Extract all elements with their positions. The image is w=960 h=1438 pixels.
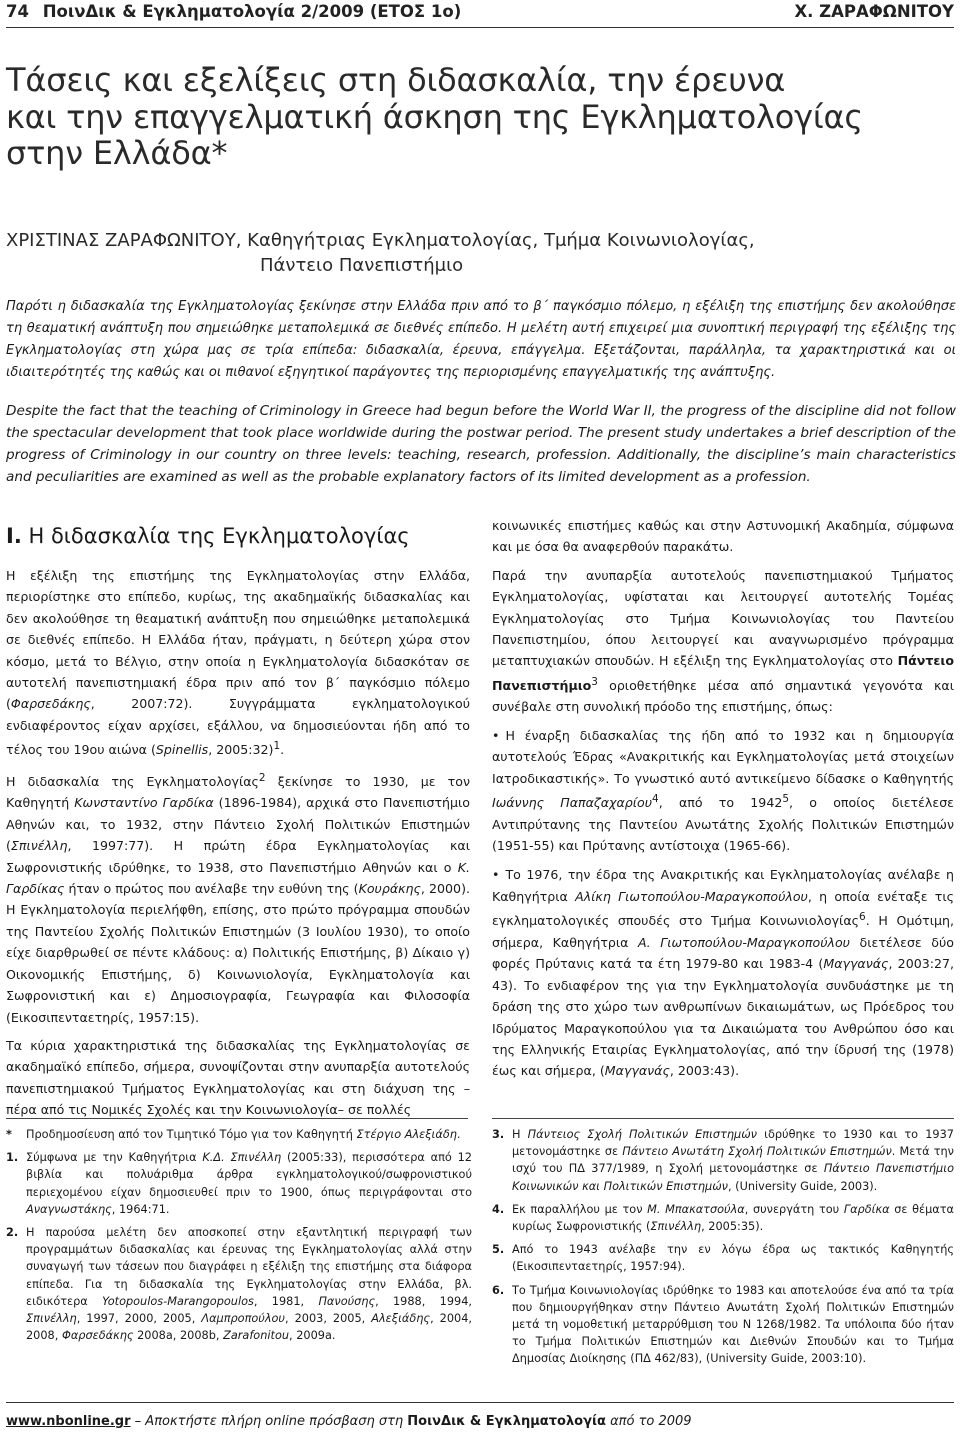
title-line: και την επαγγελματική άσκηση της Εγκληματολογίας bbox=[6, 97, 864, 136]
body-paragraph bbox=[492, 565, 954, 718]
footer-text: από το 2009 bbox=[605, 1414, 692, 1429]
text-run: Εκ παραλλήλου με τον bbox=[512, 1202, 648, 1216]
title-line: στην Ελλάδα* bbox=[6, 134, 228, 172]
footnote-ref: 5 bbox=[782, 793, 790, 806]
header-rule bbox=[6, 27, 954, 28]
person-name: Ιωάννης Παπαζαχαρίου bbox=[492, 795, 653, 811]
body-paragraph: κοινωνικές επιστήμες καθώς και στην Αστυνομική Ακαδημία, σύμφωνα και με όσα θα αναφερθούν παρακάτω. bbox=[492, 518, 954, 555]
text-run: , συνεργάτη του bbox=[744, 1202, 844, 1216]
person-name: Μ. Μπακατσούλα bbox=[647, 1202, 745, 1216]
text-run: διετέλεσε δύο φορές Πρύτανις κατά τα έτη 1979-80 και 1983-4 ( bbox=[492, 934, 954, 972]
footnotes-right bbox=[492, 1126, 954, 1374]
citation: Μαγγανάς bbox=[823, 956, 889, 972]
footnote bbox=[6, 1149, 472, 1218]
footnote-ref: 6 bbox=[859, 911, 866, 924]
text-run: , 2004, 2008, bbox=[26, 1312, 472, 1343]
text-run: , η οποία ενέταξε τις εγκληματολογικές σπουδές στο Τμήμα Κοινωνιολογίας bbox=[492, 888, 954, 929]
person-name: Α. Γιωτοπούλου-Μαραγκοπούλου bbox=[638, 934, 850, 950]
citation: Φαρσεδάκης bbox=[10, 696, 91, 712]
list-item bbox=[492, 725, 954, 857]
text-run: , 1988, 1994, bbox=[375, 1294, 472, 1308]
institution-name: Πάντειο Ανωτάτη Σχολή Πολιτικών Επιστημών bbox=[622, 1145, 892, 1159]
section-number: I. bbox=[6, 524, 22, 548]
text-run: Προδημοσίευση από τον Τιμητικό Τόμο για τον Καθηγητή bbox=[26, 1128, 357, 1141]
title-line: Τάσεις και εξελίξεις στη διδασκαλία, την έρευνα bbox=[6, 61, 786, 99]
footnote-mark: 4. bbox=[492, 1202, 505, 1216]
text-run: , 1997:77). Η πρώτη έδρα Εγκληματολογίας και Σωφρονιστικής ιδρύθηκε, το 1938, στο Πανεπιστήμιο Αθηνών και ο bbox=[6, 838, 470, 875]
footnote-mark: * bbox=[6, 1128, 12, 1141]
text-run: , 2005:35). bbox=[701, 1220, 764, 1234]
footer-brand: ΠοινΔικ & Εγκληματολογία bbox=[407, 1414, 606, 1429]
author-line: ΧΡΙΣΤΙΝΑΣ ΖΑΡΑΦΩΝΙΤΟΥ, Καθηγήτριας Εγκληματολογίας, Τμήμα Κοινωνιολογίας, bbox=[6, 230, 755, 251]
text-run: . Μετά την ισχύ του ΠΔ 377/1989, η Σχολή μετονομάστηκε σε bbox=[512, 1145, 954, 1176]
text-run: . bbox=[280, 742, 285, 758]
footnote-mark: 5. bbox=[492, 1243, 505, 1257]
list-item bbox=[492, 864, 954, 1081]
text-run: Η διδασκαλία της Εγκληματολογίας bbox=[6, 774, 259, 790]
header-left bbox=[6, 2, 461, 21]
journal-issue: (ΕΤΟΣ 1ο) bbox=[369, 2, 462, 21]
institution-name: Πάντειο Πανεπιστήμιο Κοινωνικών και Πολιτικών Επιστημών bbox=[512, 1162, 954, 1193]
text-run: , 2009a. bbox=[289, 1329, 336, 1343]
text-run: 2008a, 2008b, bbox=[133, 1329, 224, 1343]
text-run: , 2005:32) bbox=[208, 742, 274, 758]
footnote bbox=[6, 1126, 472, 1143]
text-run: , 2003:43). bbox=[669, 1063, 740, 1079]
footer-link[interactable]: www.nbonline.gr bbox=[6, 1414, 131, 1429]
body-paragraph: Τα κύρια χαρακτηριστικά της διδασκαλίας της Εγκληματολογίας σε ακαδημαϊκό επίπεδο, σήμερα, συνοψίζονται στην ανυπαρξία αυτοτελούς πανεπιστημιακού Τμήματος Εγκληματολογίας και στη διάχυση της –πέρα από τις Νομικές Σχολές και την Κοινωνιολογία– σε πολλές bbox=[6, 1037, 470, 1118]
bullet-icon: • bbox=[492, 727, 500, 743]
citation: Αλεξιάδης bbox=[371, 1312, 431, 1326]
citation: Yotopoulos-Marangopoulos bbox=[102, 1294, 254, 1308]
text-run: , ο οποίος διετέλεσε Αντιπρύτανης της Παντείου Ανωτάτης Σχολής Πολιτικών Επιστημών (1951-55) και Πρύτανης αντίστοιχα (1965-66). bbox=[492, 795, 954, 854]
footer-rule bbox=[6, 1402, 954, 1403]
text-run: Η εξέλιξη της επιστήμης της Εγκληματολογίας στην Ελλάδα, περιορίστηκε στο επίπεδο, κυρίως, της ακαδημαϊκής διδασκαλίας και δεν ακολούθησε τη θεαματική ανάπτυξη που σημειώθηκε μεταπολεμικά σε διεθνές επίπεδο. Η Ελλάδα ήταν, πράγματι, η δεύτερη χώρα στον κόσμο, μετά το Βέλγιο, στην οποία η Εγκληματολογία διδασκόταν σε αυτοτελή πανεπιστημιακή έδρα πριν από τον β΄ παγκόσμιο πόλεμο ( bbox=[6, 568, 470, 712]
text-run: , 2003:27, 43). Το ενδιαφέρον της για την Εγκληματολογία συνδυάστηκε με τη δράση της στο χώρο των ανθρωπίνων δικαιωμάτων, ως Πρόεδρος του Ιδρύματος Μαραγκοπούλου για τα Δικαιώματα του Ανθρώπου όσο και της Ελληνικής Εταιρίας Εγκληματολογίας, από την ίδρυσή της (1978) έως και σήμερα, ( bbox=[492, 956, 955, 1079]
footnote-mark: 2. bbox=[6, 1226, 19, 1240]
text-run: Παρά την ανυπαρξία αυτοτελούς πανεπιστημιακού Τμήματος Εγκληματολογίας, υφίσταται και λειτουργεί αυτοτελής Τομέας Εγκληματολογίας στο Τμήμα Κοινωνιολογίας του Παντείου Πανεπιστημίου, όπου λειτουργεί και αναγνωρισμένο πρόγραμμα μεταπτυχιακών σπουδών. Η εξέλιξη της Εγκληματολογίας στο bbox=[492, 567, 954, 669]
citation: Spinellis bbox=[155, 742, 209, 758]
bullet-list bbox=[492, 725, 954, 1082]
journal-name: ΠοινΔικ & Εγκληματολογία 2/2009 bbox=[42, 2, 365, 21]
section-heading bbox=[6, 524, 476, 548]
text-run: Η έναρξη διδασκαλίας της ήδη από το 1932 και η δημιουργία αυτοτελούς Έδρας «Ανακριτικής και Εγκληματολογίας μετά στοιχείων Ιατροδικαστικής». Το γνωστικό αυτό αντικείμενο δίδασκε ο Καθηγητής bbox=[492, 727, 954, 786]
footnote-mark: 6. bbox=[492, 1283, 505, 1297]
bullet-icon: • bbox=[492, 867, 500, 883]
citation: Μαγγανάς bbox=[604, 1063, 670, 1079]
text-run: Το Τμήμα Κοινωνιολογίας ιδρύθηκε το 1983 και αποτελούσε ένα από τα τρία που δημιουργήθηκαν στην Πάντειο Ανωτάτη Σχολή Πολιτικών Επιστημών μετά τη νομοθετική μεταρρύθμιση του Ν 1268/1982. Τα υπόλοιπα δύο ήταν το Τμήμα Πολιτικών Επιστημών και Διεθνών Σπουδών και το Τμήμα Δημοσίας Διοίκησης (ΠΔ 462/83), (University Guide, 2003:10). bbox=[512, 1283, 954, 1366]
section-title: Η διδασκαλία της Εγκληματολογίας bbox=[28, 524, 410, 548]
text-run: , 1964:71. bbox=[111, 1202, 170, 1216]
text-run: (1896-1984), αρχικά στο Πανεπιστήμιο Αθηνών και, το 1932, στην Πάντειο Σχολή Πολιτικών Επιστημών ( bbox=[6, 795, 471, 854]
person-name: Γαρδίκα bbox=[843, 1202, 890, 1216]
text-run: ήταν ο πρώτος που ανέλαβε την ευθύνη της ( bbox=[64, 881, 359, 897]
author-affiliation bbox=[6, 228, 956, 278]
footnote-mark: 1. bbox=[6, 1151, 19, 1165]
text-run: , από το 1942 bbox=[658, 795, 783, 811]
text-run: , 2003, 2005, bbox=[284, 1312, 372, 1326]
footnote-ref: 2 bbox=[258, 771, 266, 784]
footnote bbox=[492, 1126, 954, 1195]
footnote-ref: 4 bbox=[652, 793, 659, 806]
footnote-ref: 1 bbox=[273, 740, 281, 753]
text-run: , (University Guide, 2003). bbox=[727, 1179, 878, 1193]
text-run: σε θέματα κυρίως Σωφρονιστικής ( bbox=[512, 1202, 954, 1234]
abstract-english: Despite the fact that the teaching of Criminology in Greece had begun before the World War II, the progress of the discipline did not follow the spectacular development that took place worldwide during the postwar period. The present study undertakes a brief description of the progress of Criminology in our country on three levels: teaching, research, profession. Additionally, the discipline’s main characteristics and peculiarities are examined as well as the probable explanatory factors of its limited development as a profession. bbox=[6, 403, 956, 485]
person-name: Αλίκη Γιωτοπούλου-Μαραγκοπούλου bbox=[575, 888, 808, 904]
page-footer bbox=[6, 1414, 956, 1429]
citation: Φαρσεδάκης bbox=[61, 1329, 134, 1343]
citation: Σπινέλλη bbox=[650, 1220, 702, 1234]
text-run: Το 1976, την έδρα της Ανακριτικής και Εγκληματολογίας ανέλαβε η Καθηγήτρια bbox=[492, 867, 954, 904]
text-run: . bbox=[456, 1128, 461, 1141]
institution-name: Πάντειος Σχολή Πολιτικών Επιστημών bbox=[527, 1128, 757, 1141]
body-column-left bbox=[6, 565, 470, 1128]
text-run: , 2007:72). Συγγράμματα εγκληματολογικού ενδιαφέροντος είχαν αρχίσει, εξάλλου, να δημοσιεύονται ήδη από το τέλος του 19ου αιώνα ( bbox=[6, 696, 470, 758]
citation: Αναγνωστάκης bbox=[26, 1202, 112, 1216]
person-name: Κωνσταντίνο Γαρδίκα bbox=[74, 795, 214, 811]
citation: Zarafonitou bbox=[223, 1329, 290, 1343]
text-run: Σύμφωνα με την Καθηγήτρια bbox=[26, 1151, 203, 1165]
affiliation-line: Πάντειο Πανεπιστήμιο bbox=[260, 255, 464, 276]
text-run: (2005:33), περισσότερα από 12 βιβλία και πολυάριθμα άρθρα εγκληματολογικού/σωφρονιστικού περιεχομένου είχαν δημοσιευθεί πριν το 1900, όπως περιγράφονται στο bbox=[26, 1151, 472, 1199]
article-title bbox=[6, 62, 956, 172]
footnote-ref: 3 bbox=[591, 675, 598, 688]
person-name: Κ. Γαρδίκας bbox=[6, 859, 470, 897]
running-header bbox=[6, 2, 954, 26]
footnote bbox=[492, 1241, 954, 1275]
footnote bbox=[492, 1282, 954, 1368]
page-number: 74 bbox=[6, 2, 29, 21]
footnotes-left bbox=[6, 1126, 472, 1350]
footer-text: – Αποκτήστε πλήρη online πρόσβαση στη bbox=[130, 1414, 408, 1429]
footnote bbox=[6, 1224, 472, 1344]
footnote bbox=[492, 1201, 954, 1235]
citation: Σπινέλλη bbox=[26, 1312, 77, 1326]
body-column-right bbox=[492, 515, 954, 1090]
running-author: Χ. ΖΑΡΑΦΩΝΙΤΟΥ bbox=[794, 2, 954, 21]
text-run: ξεκίνησε το 1930, με τον Καθηγητή bbox=[6, 774, 470, 811]
text-run: οριοθετήθηκε μέσα από σημαντικά γεγονότα και συνέβαλε στη συνολική πρόοδο της επιστήμης, όπως: bbox=[492, 678, 954, 715]
citation: Κ.Δ. Σπινέλλη bbox=[202, 1151, 282, 1165]
body-paragraph bbox=[6, 768, 470, 1028]
citation: Πανούσης bbox=[318, 1294, 376, 1308]
citation: Σπινέλλη bbox=[10, 838, 68, 854]
text-run: Από το 1943 ανέλαβε την εν λόγω έδρα ως τακτικός Καθηγητής (Εικοσιπενταετηρίς, 1957:94). bbox=[512, 1243, 954, 1274]
footnote-rule-left bbox=[6, 1118, 468, 1119]
person-name: Στέργιο Αλεξιάδη bbox=[356, 1128, 457, 1141]
citation: Λαμπροπούλου bbox=[201, 1312, 285, 1326]
text-run: ιδρύθηκε το 1930 και το 1937 μετονομάστηκε σε bbox=[512, 1128, 954, 1159]
footnote-mark: 3. bbox=[492, 1128, 505, 1141]
emphasis: Πάντειο Πανεπιστήμιο bbox=[492, 653, 954, 694]
text-run: Η bbox=[512, 1128, 528, 1141]
text-run: , 2000). Η Εγκληματολογία περιελήφθη, επίσης, στο πρώτο πρόγραμμα σπουδών της Παντείου Σχολής Πολιτικών Επιστημών (3 Ιουλίου 1930), το οποίο είχε διαρθρωθεί σε πέντε κλάδους: α) Πολιτικής Επιστήμης, β) Δίκαιο γ) Οικονομικής Επιστήμης, δ) Κοινωνιολογία, Εγκληματολογία και Σωφρονιστική και ε) Δημοσιογραφία, Γεωγραφία και Φιλοσοφία (Εικοσιπενταετηρίς, 1957:15). bbox=[6, 881, 470, 1025]
text-run: , 1981, bbox=[253, 1294, 319, 1308]
text-run: . Η Ομότιμη, σήμερα, Καθηγήτρια bbox=[492, 913, 954, 950]
text-run: , 1997, 2000, 2005, bbox=[76, 1312, 202, 1326]
footnote-rule-right bbox=[492, 1118, 954, 1119]
text-run: Η παρούσα μελέτη δεν αποσκοπεί στην εξαντλητική περιγραφή των προγραμμάτων διδασκαλίας και έρευνας της Εγκληματολογίας αλλά στην συναγωγή των τάσεων που διαγράφει η εξέλιξη της επιστήμης στα διάφορα επίπεδα. Για τη διδασκαλία της Εγκληματολογίας στην Ελλάδα, βλ. ειδικότερα bbox=[26, 1226, 472, 1308]
abstract-greek: Παρότι η διδασκαλία της Εγκληματολογίας ξεκίνησε στην Ελλάδα πριν από το β΄ παγκόσμιο πόλεμο, η εξέλιξη της επιστήμης δεν ακολούθησε τη θεαματική ανάπτυξη που σημειώθηκε μεταπολεμικά σε διεθνές επίπεδο. Η μελέτη αυτή επιχειρεί μια συνοπτική περιγραφή της εξέλιξης της Εγκληματολογίας στη χώρα μας σε τρία επίπεδα: διδασκαλία, έρευνα, επάγγελμα. Εξετάζονται, παράλληλα, τα χαρακτηριστικά και οι ιδιαιτερότητές της καθώς και οι πιθανοί εξηγητικοί παράγοντες της περιορισμένης επαγγελματικής της ανάπτυξης. bbox=[6, 299, 956, 380]
citation: Κουράκης bbox=[358, 881, 421, 897]
body-paragraph bbox=[6, 565, 470, 761]
